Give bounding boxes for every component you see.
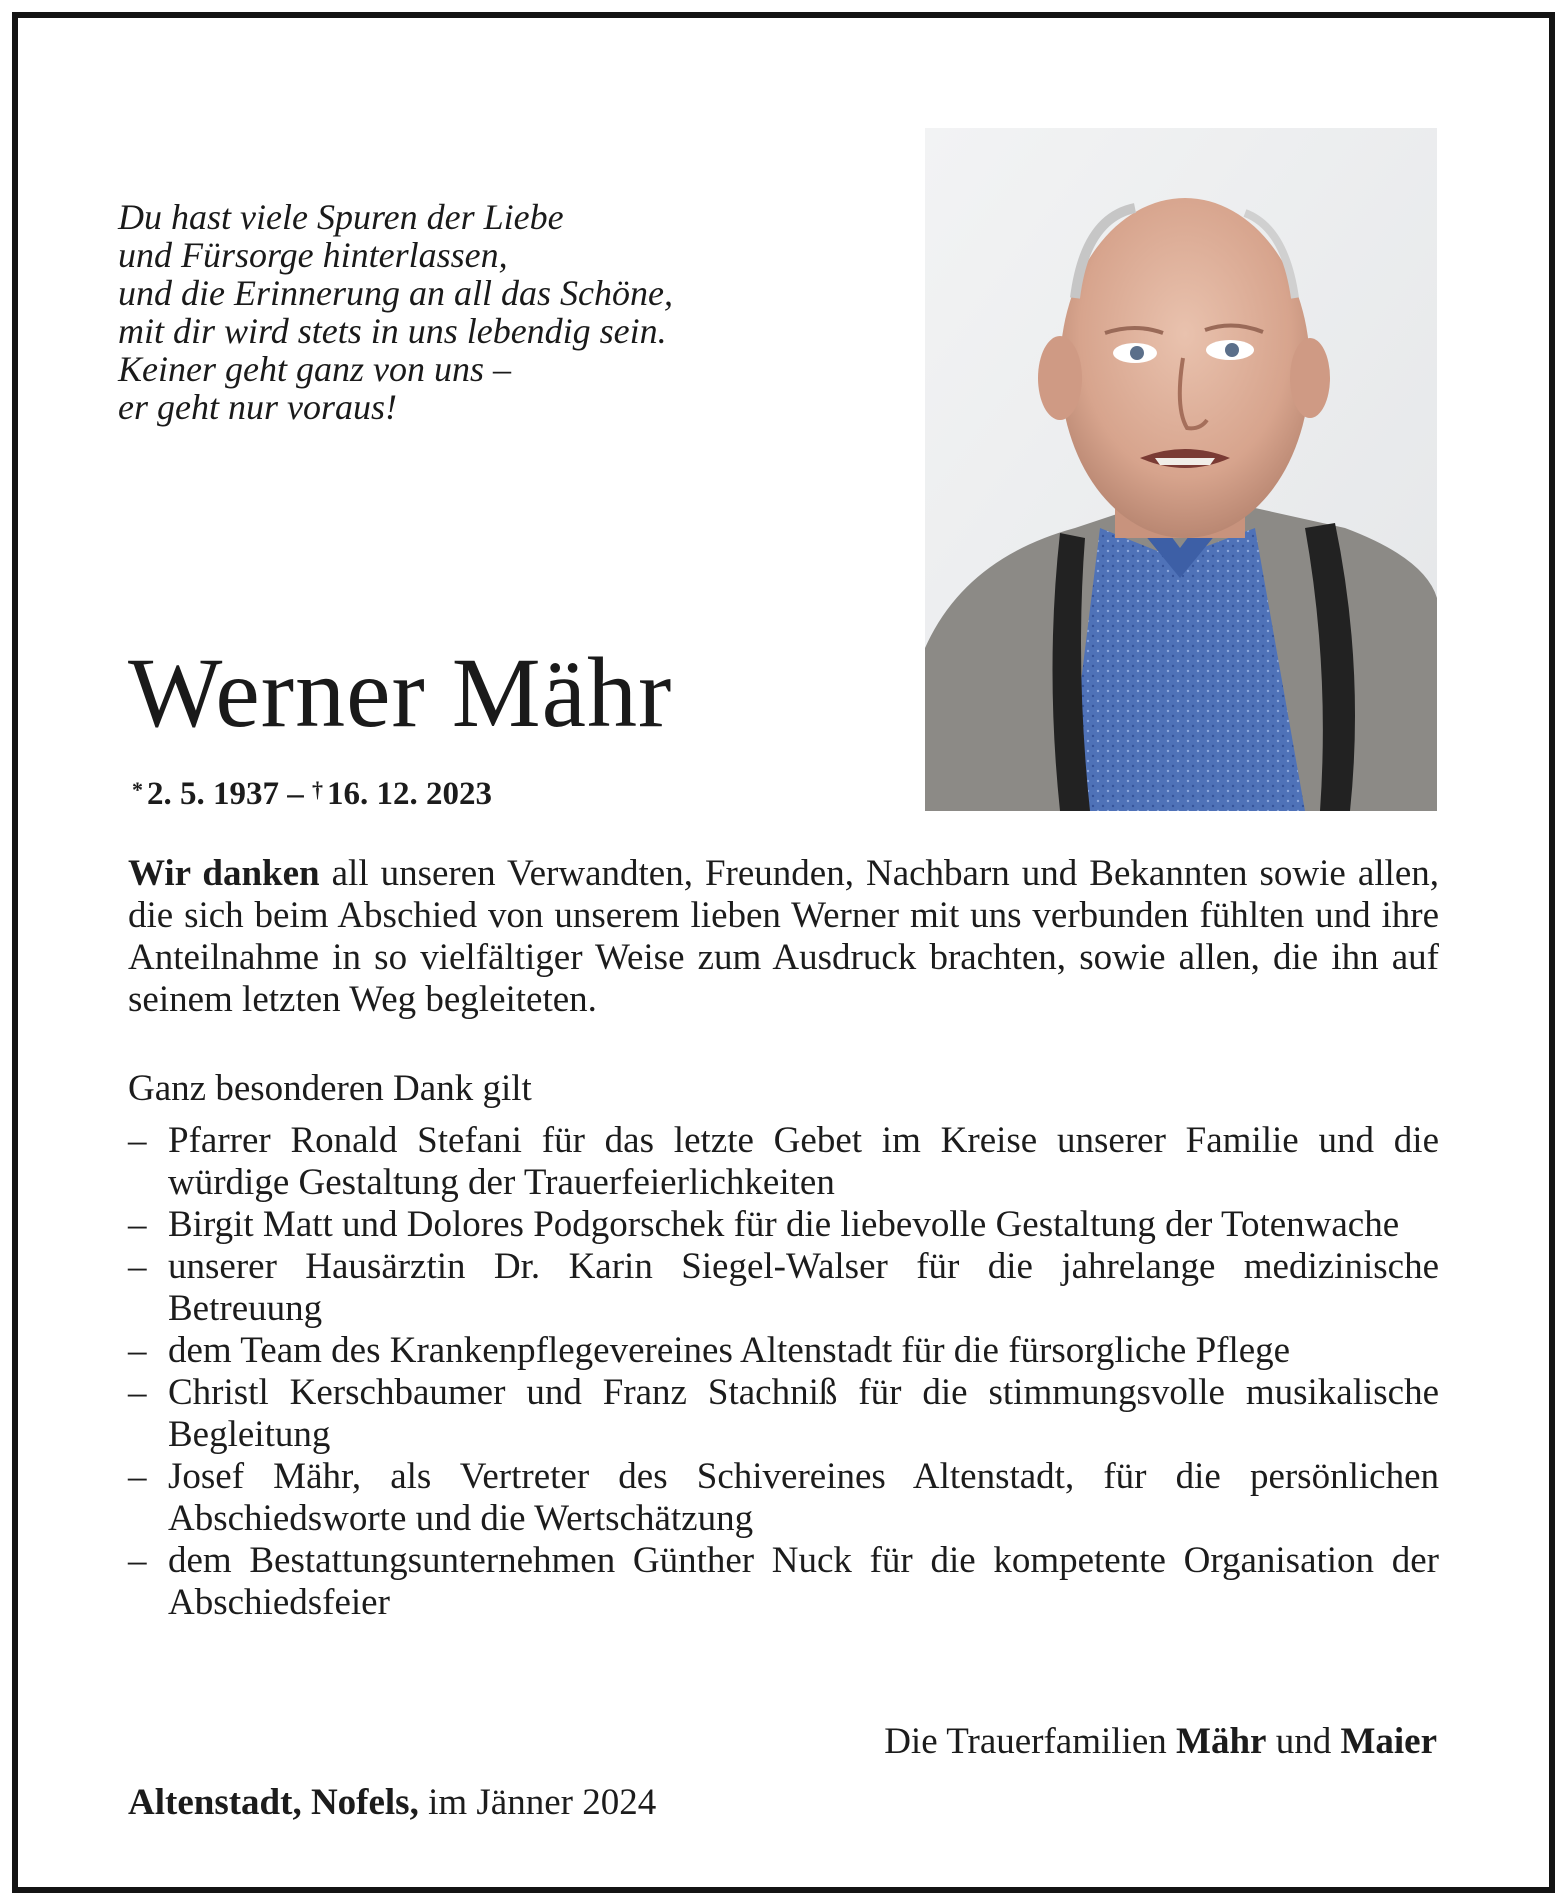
list-dash: – [128, 1330, 147, 1371]
poem-line: Du hast viele Spuren der Liebe [118, 197, 564, 237]
list-item-text: dem Team des Krankenpflegevereines Altenstadt für die fürsorgliche Pflege [168, 1330, 1291, 1371]
poem-line: und Fürsorge hinterlassen, [118, 235, 508, 275]
list-item-text: Josef Mähr, als Vertreter des Schivereines Altenstadt, für die persönlichen Abschiedsworte und die Wertschätzung [168, 1456, 1439, 1539]
thanks-paragraph [128, 853, 1439, 1021]
date-separator: – [287, 776, 304, 812]
list-item-text: Pfarrer Ronald Stefani für das letzte Gebet im Kreise unserer Familie und die würdige Gestaltung der Trauerfeierlichkeiten [168, 1120, 1439, 1203]
list-item [128, 1120, 1439, 1204]
memorial-poem [118, 198, 818, 426]
list-dash: – [128, 1204, 147, 1245]
family-name-2: Maier [1340, 1721, 1437, 1762]
list-dash: – [128, 1120, 147, 1161]
list-item-text: dem Bestattungsunternehmen Günther Nuck für die kompetente Organisation der Abschiedsfeier [168, 1540, 1439, 1623]
list-item-text: Birgit Matt und Dolores Podgorschek für die liebevolle Gestaltung der Totenwache [168, 1204, 1400, 1245]
list-item [128, 1246, 1439, 1330]
life-dates [132, 774, 492, 814]
poem-line: und die Erinnerung an all das Schöne, [118, 273, 673, 313]
place-and-date [128, 1782, 656, 1824]
list-dash: – [128, 1372, 147, 1413]
place-date: im Jänner 2024 [428, 1782, 657, 1823]
list-item-text: unserer Hausärztin Dr. Karin Siegel-Walser für die jahrelange medizinische Betreuung [168, 1246, 1439, 1329]
list-dash: – [128, 1540, 147, 1581]
list-item [128, 1372, 1439, 1456]
family-signoff [884, 1721, 1437, 1763]
family-name-1: Mähr [1176, 1721, 1267, 1762]
list-dash: – [128, 1456, 147, 1497]
list-item [128, 1540, 1439, 1624]
place-location: Altenstadt, Nofels, [128, 1782, 419, 1823]
death-date: 16. 12. 2023 [327, 776, 492, 812]
list-item [128, 1330, 1439, 1372]
list-item [128, 1204, 1439, 1246]
special-thanks-list [128, 1120, 1439, 1624]
list-dash: – [128, 1246, 147, 1287]
portrait-photo [925, 128, 1437, 811]
list-item [128, 1456, 1439, 1540]
birth-symbol: * [132, 777, 143, 802]
signoff-prefix: Die Trauerfamilien [884, 1721, 1167, 1762]
poem-line: mit dir wird stets in uns lebendig sein. [118, 311, 667, 351]
deceased-name: Werner Mähr [128, 637, 673, 748]
thanks-lead: Wir danken [128, 853, 320, 894]
poem-line: er geht nur voraus! [118, 387, 397, 427]
portrait-illustration [925, 128, 1437, 811]
signoff-connector: und [1275, 1721, 1332, 1762]
list-item-text: Christl Kerschbaumer und Franz Stachniß für die stimmungsvolle musikalische Begleitung [168, 1372, 1439, 1455]
thanks-text: all unseren Verwandten, Freunden, Nachbarn und Bekannten sowie allen, die sich beim Abschied von unserem lieben Werner mit uns verbunden fühlten und ihre Anteilnahme in so vielfältiger Weise zum Ausdruck brachten, sowie allen, die ihn auf seinem letzten Weg begleiteten. [128, 853, 1440, 1020]
poem-line: Keiner geht ganz von uns – [118, 349, 511, 389]
special-thanks-heading: Ganz besonderen Dank gilt [128, 1068, 532, 1109]
birth-date: 2. 5. 1937 [147, 776, 279, 812]
death-symbol: † [312, 777, 323, 802]
